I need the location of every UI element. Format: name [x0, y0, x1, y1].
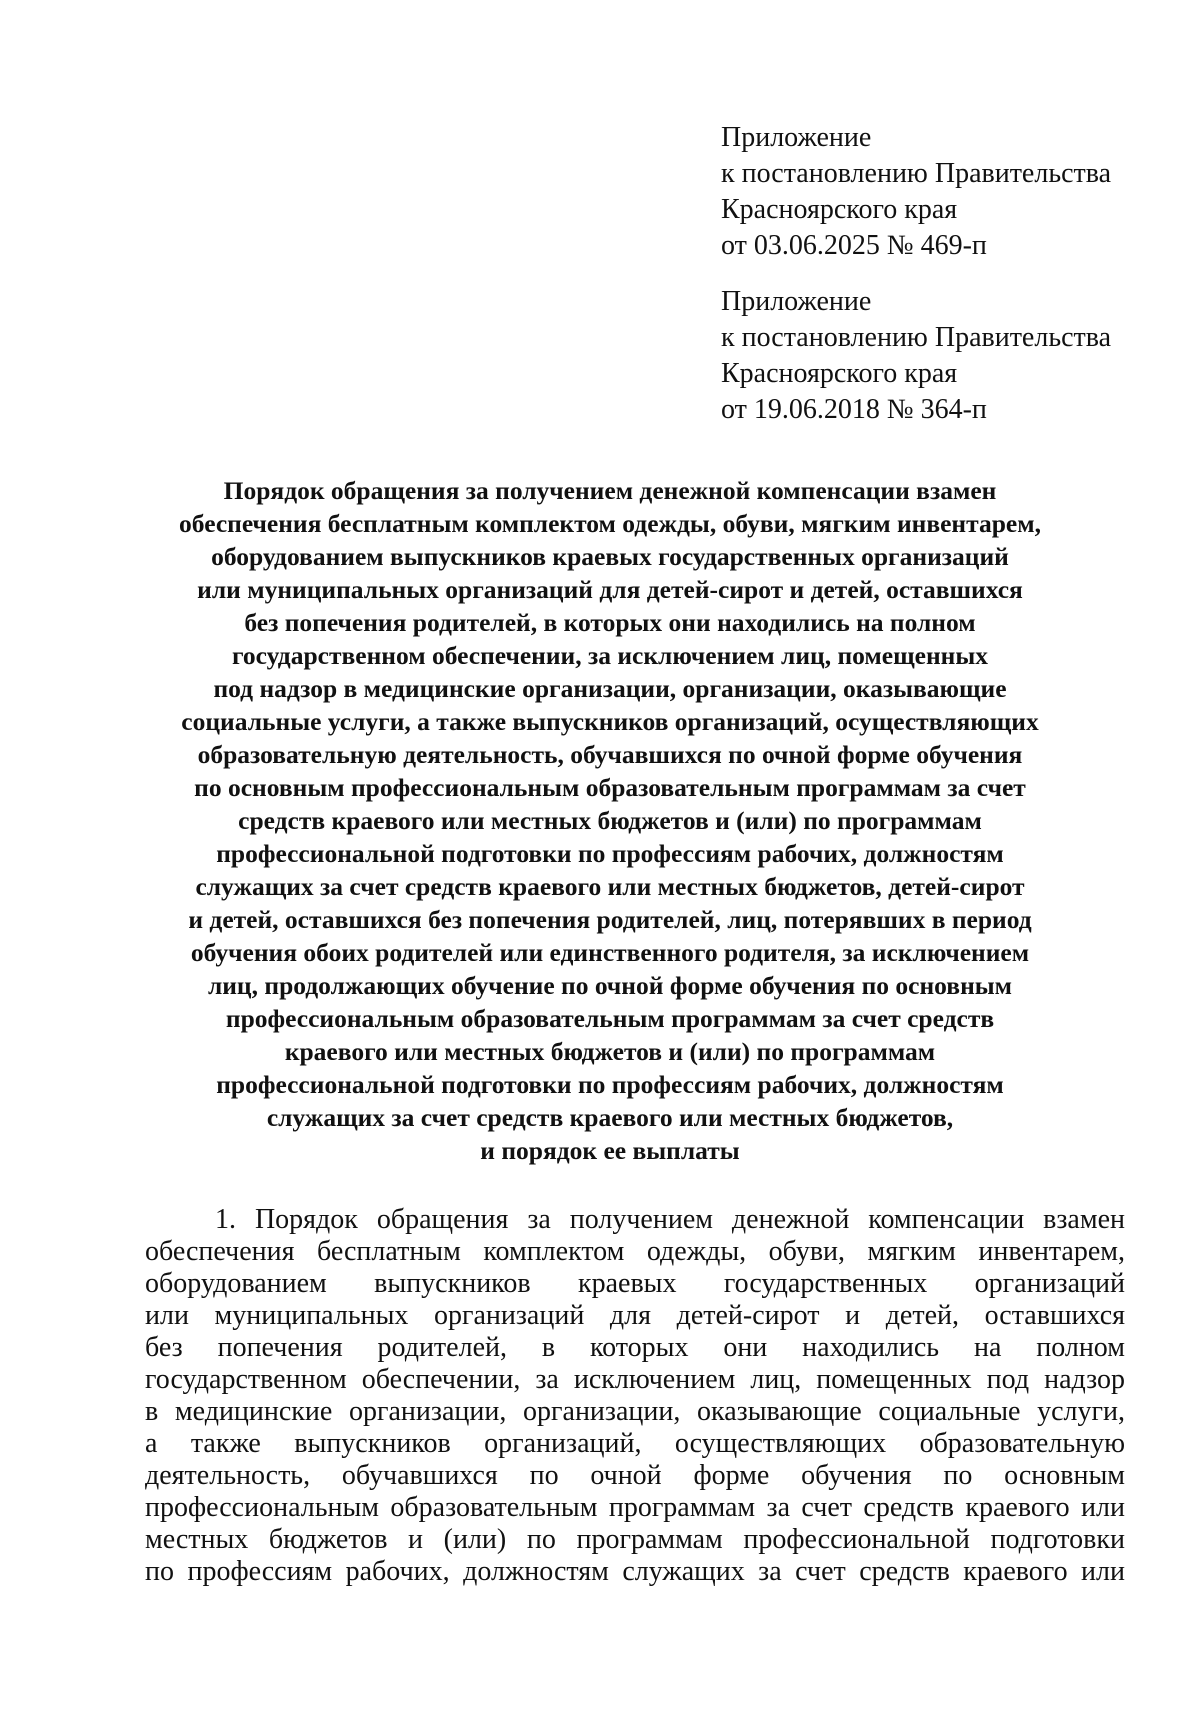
- appendix-line: от 03.06.2025 № 469-п: [721, 230, 987, 261]
- title-line: государственном обеспечении, за исключением лиц, помещенных: [231, 641, 988, 670]
- paragraph-line: 1. Порядок обращения за получением денежной компенсации взамен: [215, 1204, 1125, 1235]
- paragraph-line: оборудованием выпускников краевых государственных организаций: [145, 1268, 1125, 1299]
- paragraph-line: местных бюджетов и (или) по программам профессиональной подготовки: [145, 1524, 1125, 1555]
- title-line: профессиональной подготовки по профессиям рабочих, должностям: [216, 1070, 1004, 1099]
- title-line: по основным профессиональным образовательным программам за счет: [194, 773, 1026, 802]
- title-line: без попечения родителей, в которых они находились на полном: [244, 608, 976, 637]
- title-line: или муниципальных организаций для детей-сирот и детей, оставшихся: [197, 575, 1023, 604]
- paragraph-line: или муниципальных организаций для детей-сирот и детей, оставшихся: [145, 1300, 1125, 1331]
- paragraph-line: по профессиям рабочих, должностям служащих за счет средств краевого или: [145, 1556, 1125, 1587]
- paragraph-line: профессиональным образовательным программам за счет средств краевого или: [145, 1492, 1125, 1523]
- title-line: служащих за счет средств краевого или местных бюджетов, детей-сирот: [195, 872, 1025, 901]
- title-line: обеспечения бесплатным комплектом одежды, обуви, мягким инвентарем,: [179, 509, 1041, 538]
- appendix-header-original: [721, 284, 1161, 428]
- paragraph-line: деятельность, обучавшихся по очной форме обучения по основным: [145, 1460, 1125, 1491]
- title-line: служащих за счет средств краевого или местных бюджетов,: [266, 1103, 954, 1132]
- title-line: лиц, продолжающих обучение по очной форме обучения по основным: [207, 971, 1013, 1000]
- appendix-line: Красноярского края: [721, 194, 958, 225]
- appendix-line: Красноярского края: [721, 358, 958, 389]
- title-line: социальные услуги, а также выпускников организаций, осуществляющих: [181, 707, 1039, 736]
- appendix-line: к постановлению Правительства: [721, 322, 1112, 353]
- paragraph-line: в медицинские организации, организации, оказывающие социальные услуги,: [145, 1396, 1125, 1427]
- title-line: под надзор в медицинские организации, организации, оказывающие: [213, 674, 1007, 703]
- title-line: образовательную деятельность, обучавшихся по очной форме обучения: [197, 740, 1023, 769]
- title-line: Порядок обращения за получением денежной компенсации взамен: [223, 476, 997, 505]
- document-title: [150, 474, 1070, 1167]
- title-line: профессиональной подготовки по профессиям рабочих, должностям: [216, 839, 1004, 868]
- paragraph-line: государственном обеспечении, за исключением лиц, помещенных под надзор: [145, 1364, 1125, 1395]
- paragraph-line: без попечения родителей, в которых они находились на полном: [145, 1332, 1125, 1363]
- title-line: обучения обоих родителей или единственного родителя, за исключением: [190, 938, 1030, 967]
- title-line: и детей, оставшихся без попечения родителей, лиц, потерявших в период: [188, 905, 1032, 934]
- title-line: оборудованием выпускников краевых государственных организаций: [211, 542, 1009, 571]
- paragraph-1: [145, 1204, 1125, 1588]
- paragraph-line: обеспечения бесплатным комплектом одежды, обуви, мягким инвентарем,: [145, 1236, 1125, 1267]
- appendix-line: к постановлению Правительства: [721, 158, 1112, 189]
- title-line: краевого или местных бюджетов и (или) по программам: [284, 1037, 936, 1066]
- appendix-line: от 19.06.2018 № 364-п: [721, 394, 987, 425]
- title-line: профессиональным образовательным программам за счет средств: [225, 1004, 995, 1033]
- title-line: и порядок ее выплаты: [480, 1136, 740, 1165]
- paragraph-line: а также выпускников организаций, осуществляющих образовательную: [145, 1428, 1125, 1459]
- appendix-line: Приложение: [721, 286, 872, 317]
- appendix-header-current: [721, 120, 1161, 264]
- appendix-line: Приложение: [721, 122, 872, 153]
- title-line: средств краевого или местных бюджетов и (или) по программам: [238, 806, 982, 835]
